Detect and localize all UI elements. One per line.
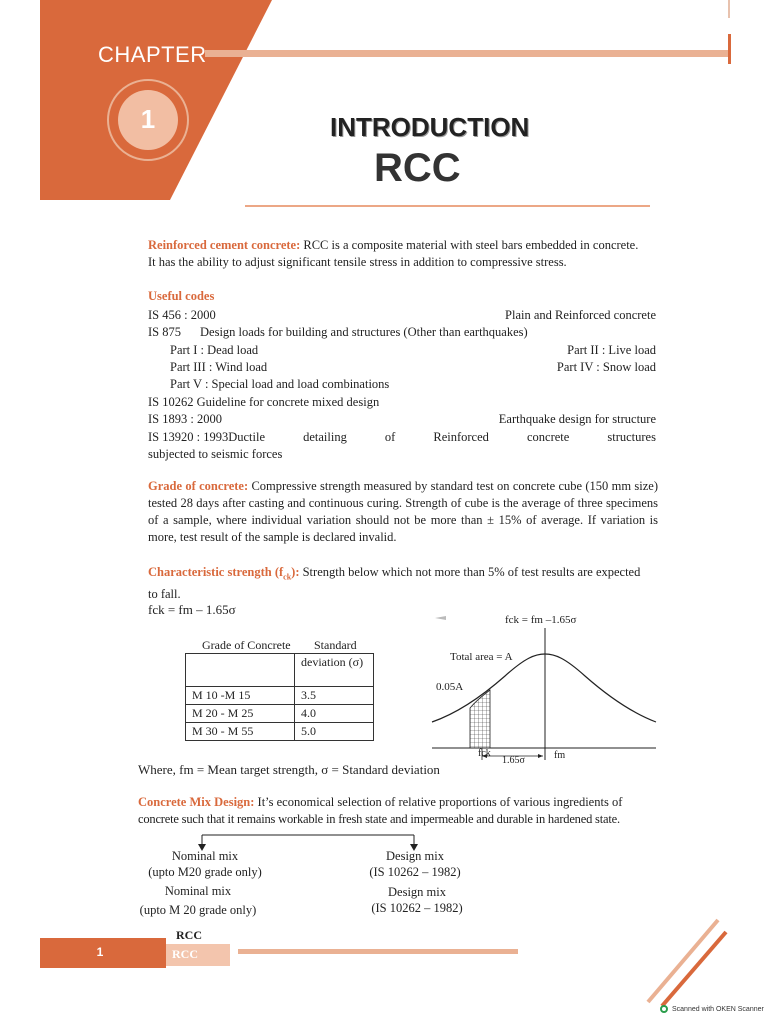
arrow-head-right <box>538 754 543 758</box>
rcc-def-text1: RCC is a composite material with steel bars embedded in concrete. <box>303 238 639 252</box>
sd-table <box>185 653 374 741</box>
table-row <box>186 687 374 705</box>
code-is456: IS 456 : 2000 <box>148 308 216 322</box>
curve-total-area: Total area = A <box>450 651 513 663</box>
scanner-watermark: Scanned with OKEN Scanner <box>660 1005 764 1013</box>
table-row <box>186 705 374 723</box>
is13920-word: structures <box>607 430 656 444</box>
shaded-tail-area <box>470 690 490 748</box>
grade-label: Grade of concrete: <box>148 479 249 493</box>
normal-distribution-diagram <box>430 610 660 770</box>
is13920-word: IS 13920 : 1993Ductile <box>148 430 266 444</box>
codes-heading: Useful codes <box>148 289 215 303</box>
grade-line2: size) tested 28 days after casting and continuous curing. Strength of cube is the average of three <box>148 479 659 510</box>
sd-header2b: deviation (σ) <box>295 654 374 687</box>
code-is456-desc: Plain and Reinforced concrete <box>505 308 656 322</box>
code-is10262: IS 10262 Guideline for concrete mixed design <box>148 395 380 409</box>
footer-rcc-bottom: RCC <box>172 947 198 961</box>
sd-value-cell: 4.0 <box>295 705 374 723</box>
design-mix-block-2: Design mix (IS 10262 – 1982) <box>371 885 463 915</box>
sd-header1: Grade of Concrete <box>202 638 291 652</box>
mix-line1: It’s economical selection of relative proportions of various ingredients of <box>257 795 623 809</box>
bell-curve <box>432 654 656 722</box>
corner-mark <box>435 616 446 620</box>
code-part1: Part I : Dead load <box>170 343 259 357</box>
code-part2: Part II : Live load <box>567 343 656 357</box>
mix-paragraph <box>138 794 656 828</box>
sd-grade-cell: M 20 - M 25 <box>186 705 295 723</box>
mix-line2: concrete such that it remains workable in fresh state and impermeable and durable in hardened state. <box>138 812 620 826</box>
design-mix-block-1: Design mix (IS 10262 – 1982) <box>369 849 461 879</box>
code-is875-desc: Design loads for building and structures (Other than earthquakes) <box>200 325 528 339</box>
char-strength-line2: to fall. <box>148 586 181 601</box>
sd-grade-cell: M 10 -M 15 <box>186 687 295 705</box>
sd-header2a: Standard <box>314 638 357 652</box>
curve-spacing-label: 1.65σ <box>502 755 525 766</box>
grade-paragraph <box>148 478 658 546</box>
code-is1893-desc: Earthquake design for structure <box>498 412 656 426</box>
chapter-number: 1 <box>140 104 156 134</box>
char-strength-formula: fck = fm – 1.65σ <box>148 602 236 617</box>
rcc-def-label: Reinforced cement concrete: <box>148 238 301 252</box>
is13920-word: concrete <box>526 430 570 444</box>
sd-value-cell: 5.0 <box>295 723 374 741</box>
char-strength-paragraph <box>148 564 658 603</box>
curve-fck-label: fck <box>478 748 491 759</box>
grade-line3: specimens of a sample, where individual variation should not be more than ± 15% of average. If <box>148 496 659 527</box>
code-part4: Part IV : Snow load <box>556 360 656 374</box>
sd-value-cell: 3.5 <box>295 687 374 705</box>
footer-rule <box>238 949 518 954</box>
rcc-def-text2: It has the ability to adjust significant tensile stress in addition to compressive stress. <box>148 255 567 269</box>
code-is875: IS 875 <box>148 325 181 339</box>
chapter-label: CHAPTER <box>98 42 207 67</box>
table-row <box>186 723 374 741</box>
table-row <box>186 654 374 687</box>
grade-line1: Compressive strength measured by standard test on concrete cube (150 mm <box>251 479 632 493</box>
rcc-definition <box>148 237 660 271</box>
curve-area-005: 0.05A <box>436 681 464 693</box>
code-is1893: IS 1893 : 2000 <box>148 412 222 426</box>
code-part3: Part III : Wind load <box>170 360 268 374</box>
char-strength-line1: Strength below which not more than 5% of test results are expected <box>302 565 641 579</box>
is13920-word: Reinforced <box>433 430 489 444</box>
curve-formula: fck = fm –1.65σ <box>505 614 577 626</box>
curve-fm-label: fm <box>554 750 566 761</box>
is13920-word: detailing <box>303 430 347 444</box>
footer-rcc-top: RCC <box>176 928 202 942</box>
chapter-title: INTRODUCTION <box>330 112 530 142</box>
footer-page-number: 1 <box>96 945 104 959</box>
nominal-mix-block-1: Nominal mix (upto M20 grade only) <box>148 849 262 879</box>
scanner-logo-icon <box>660 1005 668 1013</box>
footer-corner-stripes <box>640 916 730 1006</box>
where-line: Where, fm = Mean target strength, σ = Standard deviation <box>138 762 440 777</box>
code-is13920 <box>148 430 656 445</box>
sd-grade-cell: M 30 - M 55 <box>186 723 295 741</box>
char-strength-label: Characteristic strength $(f_{ck})$: <box>148 565 300 582</box>
chapter-subtitle: RCC <box>374 146 461 190</box>
code-part5: Part V : Special load and load combinations <box>170 377 390 391</box>
grade-line4: variation is more, test result of the sample is declared invalid. <box>148 513 659 544</box>
code-is13920-line2: subjected to seismic forces <box>148 447 283 461</box>
mix-label: Concrete Mix Design: <box>138 795 255 809</box>
is13920-word: of <box>384 430 396 444</box>
nominal-mix-block-2: Nominal mix (upto M 20 grade only) <box>139 884 257 917</box>
